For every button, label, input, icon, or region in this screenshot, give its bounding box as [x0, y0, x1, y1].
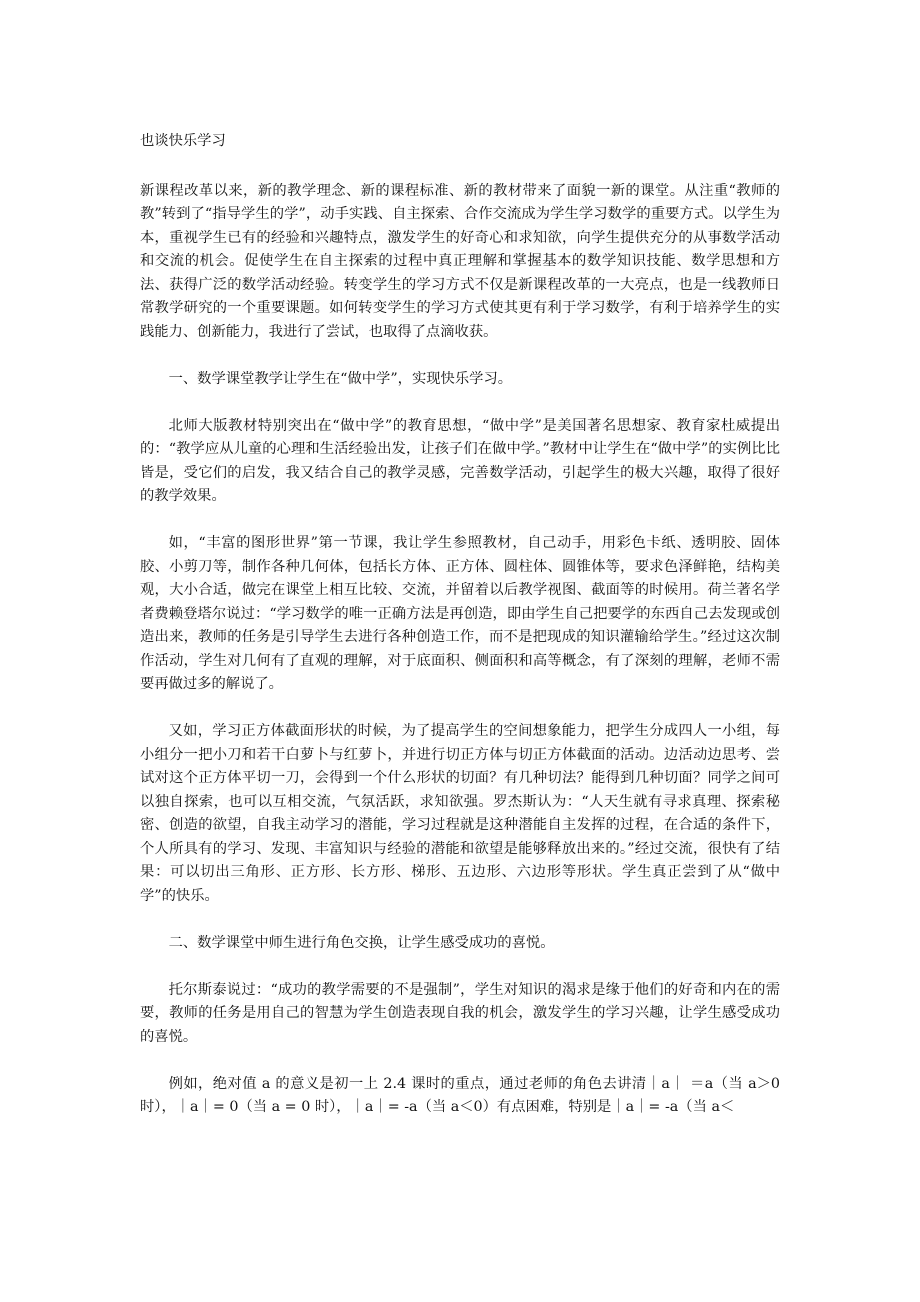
section-heading-2: 二、数学课堂中师生进行角色交换，让学生感受成功的喜悦。 [168, 934, 555, 951]
document-page [140, 130, 780, 1143]
body-paragraph: 例如，绝对值 a 的意义是初一上 2.4 课时的重点，通过老师的角色去讲清｜a｜ ＝a（当 a＞0 时），｜a｜= 0（当 a = 0 时），｜a｜= -a（当 a＜0）有点困难，特别是｜a｜= -a（当 a＜ [140, 1075, 780, 1115]
document-title: 也谈快乐学习 [140, 133, 226, 149]
section-heading-1: 一、数学课堂教学让学生在“做中学”，实现快乐学习。 [168, 370, 513, 387]
body-paragraph: 如，“丰富的图形世界”第一节课，我让学生参照教材，自己动手，用彩色卡纸、透明胶、固体胶、小剪刀等，制作各种几何体，包括长方体、正方体、圆柱体、圆锥体等，要求色泽鲜艳，结构美观，大小合适，做完在课堂上相互比较、交流，并留着以后教学视图、截面等的时候用。荷兰著名学者费赖登塔尔说过：“学习数学的唯一正确方法是再创造，即由学生自己把要学的东西自己去发现或创造出来，教师的任务是引导学生去进行各种创造工作，而不是把现成的知识灌输给学生。”经过这次制作活动，学生对几何有了直观的理解，对于底面积、侧面积和高等概念，有了深刻的理解，老师不需要再做过多的解说了。 [140, 535, 780, 692]
body-paragraph: 北师大版教材特别突出在“做中学”的教育思想，“做中学”是美国著名思想家、教育家杜威提出的：“教学应从儿童的心理和生活经验出发，让孩子们在做中学。”教材中让学生在“做中学”的实例比比皆是，受它们的启发，我又结合自己的教学灵感，完善数学活动，引起学生的极大兴趣，取得了很好的教学效果。 [140, 417, 780, 504]
intro-paragraph: 新课程改革以来，新的教学理念、新的课程标准、新的教材带来了面貌一新的课堂。从注重“教师的教”转到了“指导学生的学”，动手实践、自主探索、合作交流成为学生学习数学的重要方式。以学生为本，重视学生已有的经验和兴趣特点，激发学生的好奇心和求知欲，向学生提供充分的从事数学活动和交流的机会。促使学生在自主探索的过程中真正理解和掌握基本的数学知识技能、数学思想和方法、获得广泛的数学活动经验。转变学生的学习方式不仅是新课程改革的一大亮点，也是一线教师日常教学研究的一个重要课题。如何转变学生的学习方式使其更有利于学习数学，有利于培养学生的实践能力、创新能力，我进行了尝试，也取得了点滴收获。 [140, 182, 780, 340]
body-paragraph: 托尔斯泰说过：“成功的教学需要的不是强制”，学生对知识的渴求是缘于他们的好奇和内在的需要，教师的任务是用自己的智慧为学生创造表现自我的机会，激发学生的学习兴趣，让学生感受成功的喜悦。 [140, 981, 780, 1045]
body-paragraph: 又如，学习正方体截面形状的时候，为了提高学生的空间想象能力，把学生分成四人一小组，每小组分一把小刀和若干白萝卜与红萝卜，并进行切正方体与切正方体截面的活动。边活动边思考、尝试对这个正方体平切一刀，会得到一个什么形状的切面？有几种切法？能得到几种切面？同学之间可以独自探索，也可以互相交流，气氛活跃，求知欲强。罗杰斯认为：“人天生就有寻求真理、探索秘密、创造的欲望，自我主动学习的潜能，学习过程就是这种潜能自主发挥的过程，在合适的条件下，个人所具有的学习、发现、丰富知识与经验的潜能和欲望是能够释放出来的。”经过交流，很快有了结果：可以切出三角形、正方形、长方形、梯形、五边形、六边形等形状。学生真正尝到了从“做中学”的快乐。 [140, 723, 780, 904]
